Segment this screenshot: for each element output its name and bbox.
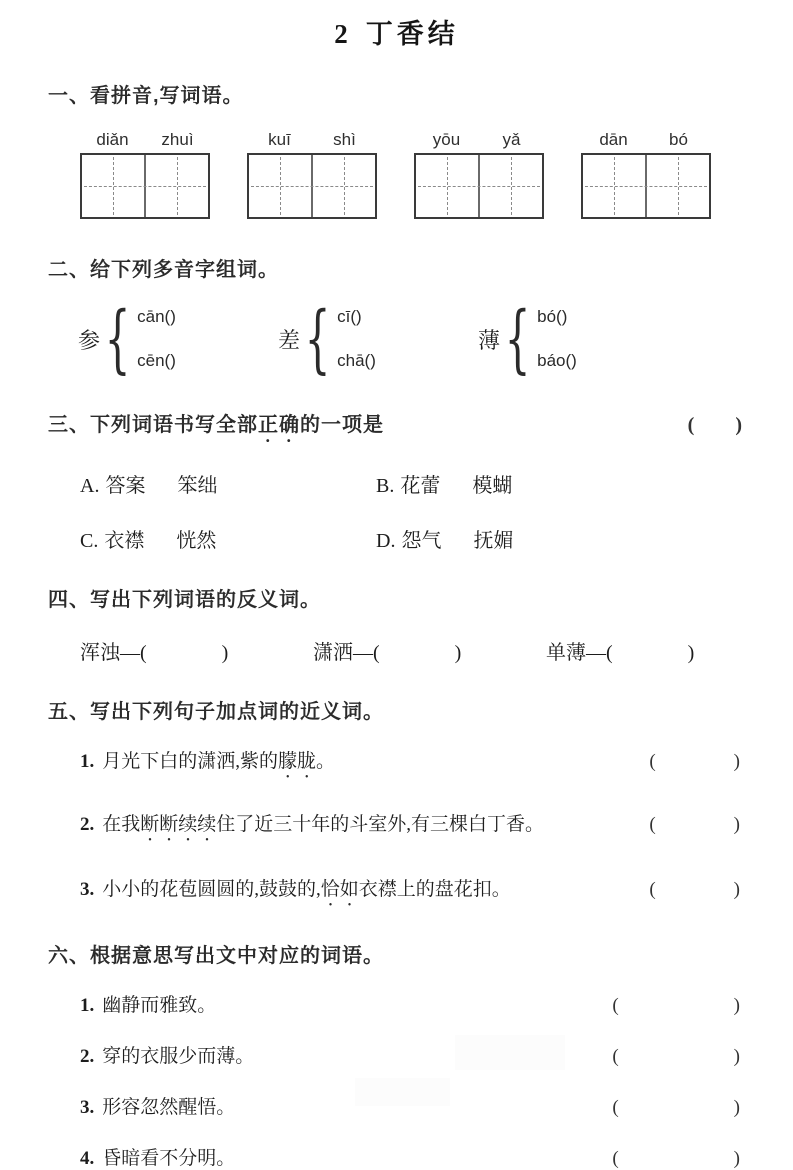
sentence-pre: 月光下白的潇洒,紫的	[102, 751, 279, 772]
heading-emphasized: 正确	[258, 414, 300, 436]
option-word: 模蝴	[472, 475, 513, 497]
polyphonic-group	[78, 296, 278, 382]
answer-slot	[612, 1148, 740, 1170]
polyphonic-row	[78, 296, 793, 382]
open-paren: (	[612, 995, 619, 1016]
brace-glyph: {	[504, 296, 531, 382]
pinyin-syllable: yǎ	[502, 130, 521, 149]
reading-line	[337, 351, 376, 371]
readings	[337, 307, 376, 371]
option-label: B.	[376, 475, 395, 497]
brace-glyph: {	[304, 296, 331, 382]
item-number: 2.	[80, 814, 95, 835]
question-item	[80, 746, 740, 783]
answer-slot	[649, 814, 740, 836]
reading-pinyin: cēn(	[137, 351, 171, 370]
close-paren: )	[733, 1097, 740, 1118]
answer-slot	[649, 751, 740, 773]
reading-pinyin: bó(	[537, 307, 562, 326]
section5-heading: 五、写出下列句子加点词的近义词。	[48, 701, 384, 723]
close-paren: )	[733, 1148, 740, 1169]
lesson-number: 2	[334, 19, 348, 49]
definition-text: 形容忽然醒悟。	[102, 1097, 236, 1118]
antonym-item	[313, 636, 546, 665]
definition-text: 穿的衣服少而薄。	[102, 1046, 255, 1067]
pinyin-labels	[247, 130, 377, 150]
option-label: A.	[80, 475, 100, 497]
pinyin-grid-block	[80, 130, 210, 219]
sentence	[80, 874, 649, 911]
grid-guideline	[585, 186, 707, 187]
grid-guideline	[418, 186, 540, 187]
pinyin-syllable: yōu	[432, 130, 461, 149]
question-item	[80, 874, 740, 911]
section6-heading: 六、根据意思写出文中对应的词语。	[48, 945, 384, 967]
open-paren: (	[649, 751, 656, 772]
readings	[537, 307, 577, 371]
open-paren: (	[649, 814, 656, 835]
lesson-title: 丁香结	[365, 19, 459, 49]
answer-slot	[649, 879, 740, 901]
item-number: 3.	[80, 1097, 95, 1118]
pinyin-grid-block	[581, 130, 711, 219]
open-paren: (	[612, 1097, 619, 1118]
pinyin-labels	[80, 130, 210, 150]
pinyin-labels	[414, 130, 544, 150]
pinyin-syllable: zhuì	[161, 130, 194, 149]
brace-glyph: {	[104, 296, 131, 382]
scan-artifact	[455, 1035, 565, 1070]
sentence-pre: 小小的花苞圆圆的,鼓鼓的,	[102, 879, 321, 900]
question-item	[80, 1041, 740, 1068]
option-word: 花蕾	[400, 475, 441, 497]
close-paren: )	[561, 307, 568, 326]
pinyin-syllable: kuī	[268, 130, 291, 149]
grid-guideline	[251, 186, 373, 187]
polyphonic-char: 薄	[478, 327, 501, 353]
sentence	[80, 809, 649, 846]
antonym-item	[546, 636, 779, 665]
reading-line	[337, 307, 376, 327]
item-number: 3.	[80, 879, 95, 900]
pinyin-grid-block	[247, 130, 377, 219]
reading-line	[537, 307, 577, 327]
section1-heading: 一、看拼音,写词语。	[48, 85, 244, 107]
sentence-post: 衣襟上的盘花扣。	[358, 879, 511, 900]
option-c	[80, 524, 376, 553]
section3-heading-text	[48, 408, 384, 447]
pinyin-syllable: dān	[599, 130, 628, 149]
answer-slot	[612, 995, 740, 1017]
definition	[80, 1143, 612, 1170]
definition-text: 幽静而雅致。	[102, 995, 217, 1016]
open-paren: (	[612, 1046, 619, 1067]
scan-artifact	[355, 1078, 450, 1106]
option-word: 答案	[105, 475, 146, 497]
reading-line	[137, 351, 176, 371]
option-a	[80, 469, 376, 498]
definition-text: 昏暗看不分明。	[102, 1148, 236, 1169]
sentence-emphasized: 朦胧	[278, 751, 317, 772]
heading-post: 的一项是	[300, 414, 384, 436]
question-item	[80, 990, 740, 1017]
close-paren: )	[170, 307, 176, 326]
sentence-post: 。	[316, 751, 336, 772]
pinyin-syllable: bó	[669, 130, 688, 149]
close-paren: )	[221, 642, 229, 664]
reading-line	[537, 351, 577, 371]
option-word: 抚媚	[473, 530, 514, 552]
writing-grid	[581, 153, 711, 219]
close-paren: )	[356, 307, 362, 326]
section2-heading: 二、给下列多音字组词。	[48, 259, 279, 281]
sentence-post: 住了近三十年的斗室外,有三棵白丁香。	[216, 814, 545, 835]
polyphonic-char: 参	[78, 327, 101, 353]
close-paren: )	[170, 351, 176, 370]
reading-pinyin: cān(	[137, 307, 171, 326]
reading-pinyin: báo(	[537, 351, 572, 370]
question-item	[80, 1143, 740, 1170]
pinyin-labels	[581, 130, 711, 150]
sentence	[80, 746, 649, 783]
antonym-row	[80, 636, 793, 665]
reading-line	[137, 307, 176, 327]
close-paren: )	[735, 414, 743, 436]
option-word: 笨绌	[177, 475, 218, 497]
close-paren: )	[370, 351, 376, 370]
close-paren: )	[733, 879, 740, 900]
close-paren: )	[454, 642, 462, 664]
item-number: 4.	[80, 1148, 95, 1169]
option-label: D.	[376, 530, 396, 552]
antonym-item	[80, 636, 313, 665]
section4-heading: 四、写出下列词语的反义词。	[48, 589, 321, 611]
reading-pinyin: cī(	[337, 307, 356, 326]
definition	[80, 1092, 612, 1119]
option-word: 衣襟	[104, 530, 145, 552]
sentence-emphasized: 恰如	[320, 879, 359, 900]
item-number: 1.	[80, 995, 95, 1016]
definition	[80, 990, 612, 1017]
answer-slot	[612, 1046, 740, 1068]
heading-pre: 三、下列词语书写全部	[48, 414, 258, 436]
antonym-word: 浑浊—(	[80, 642, 147, 664]
close-paren: )	[733, 1046, 740, 1067]
option-d	[376, 524, 793, 553]
close-paren: )	[733, 995, 740, 1016]
antonym-word: 单薄—(	[546, 642, 613, 664]
page-title	[0, 0, 793, 51]
sentence-pre: 在我	[102, 814, 141, 835]
close-paren: )	[733, 814, 740, 835]
grid-guideline	[84, 186, 206, 187]
sentence-emphasized: 断断续续	[140, 814, 217, 835]
close-paren: )	[733, 751, 740, 772]
writing-grid	[80, 153, 210, 219]
option-word: 恍然	[176, 530, 217, 552]
reading-pinyin: chā(	[337, 351, 371, 370]
option-word: 怨气	[401, 530, 442, 552]
writing-grid	[247, 153, 377, 219]
open-paren: (	[687, 414, 696, 436]
polyphonic-group	[478, 296, 678, 382]
item-number: 2.	[80, 1046, 95, 1067]
open-paren: (	[649, 879, 656, 900]
writing-grid	[414, 153, 544, 219]
pinyin-grid-block	[414, 130, 544, 219]
close-paren: )	[571, 351, 577, 370]
open-paren: (	[612, 1148, 619, 1169]
option-b	[376, 469, 793, 498]
polyphonic-char: 差	[278, 327, 301, 353]
readings	[137, 307, 176, 371]
answer-slot	[612, 1097, 740, 1119]
item-number: 1.	[80, 751, 95, 772]
pinyin-syllable: shì	[333, 130, 356, 149]
pinyin-syllable: diǎn	[96, 130, 129, 149]
pinyin-grid-row	[80, 130, 793, 219]
choice-options	[80, 469, 793, 553]
close-paren: )	[687, 642, 695, 664]
answer-slot	[688, 414, 743, 437]
section3-heading	[48, 408, 743, 447]
polyphonic-group	[278, 296, 478, 382]
question-item	[80, 809, 740, 846]
option-label: C.	[80, 530, 99, 552]
antonym-word: 潇洒—(	[313, 642, 380, 664]
